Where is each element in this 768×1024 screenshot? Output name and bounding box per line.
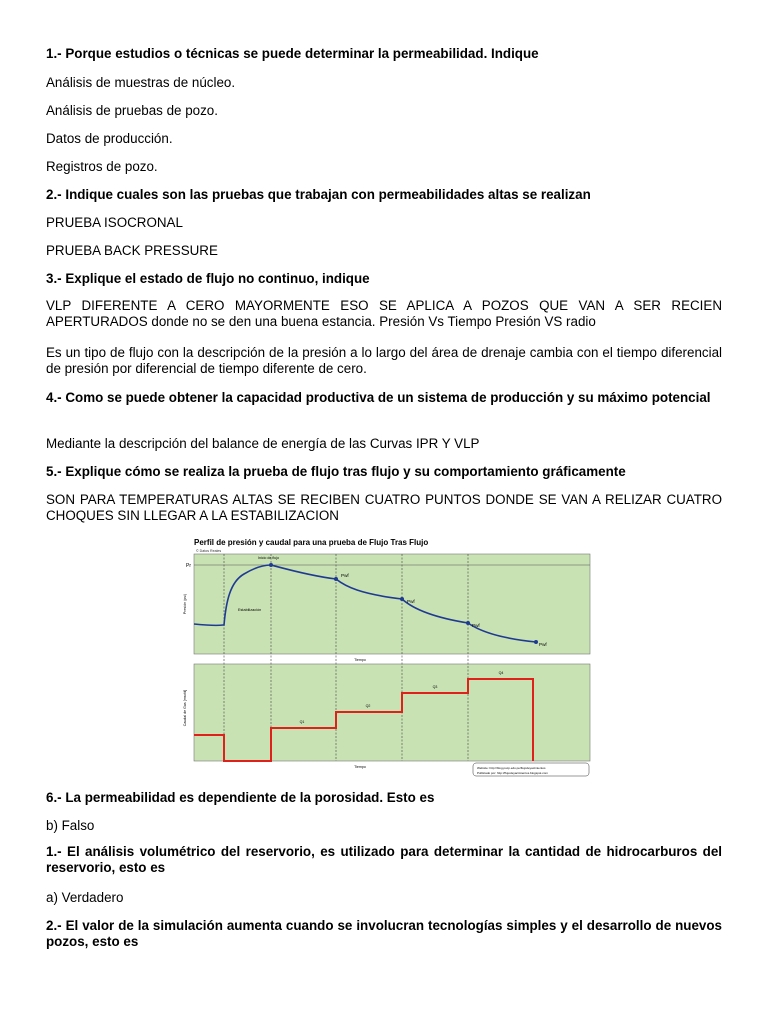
question-6: 6.- La permeabilidad es dependiente de la porosidad. Esto es [46,790,435,805]
credit-line: Website: http://blog.pucp.edu.pe/flujodeyacimientos [477,766,546,770]
rate-label: Q3 [432,685,438,689]
rate-label: Q1 [299,720,305,724]
pwf-label: Pwf [539,642,547,647]
flow-start-label: Inicio de flujo [258,556,279,560]
pressure-point [534,640,538,644]
question-5: 5.- Explique cómo se realiza la prueba de flujo tras flujo y su comportamiento gráficamente [46,464,626,479]
flow-time-label: Tiempo [354,765,366,769]
answer-line: Datos de producción. [46,131,173,146]
question-4: 4.- Como se puede obtener la capacidad productiva de un sistema de producción y su máximo potencial [46,390,711,405]
pressure-point [400,597,404,601]
question-7: 1.- El análisis volumétrico del reservorio, es utilizado para determinar la cantidad de hidrocarburos del reservorio, esto es [46,844,722,875]
pressure-point [269,563,273,567]
pwf-label: Pwf [341,573,349,578]
pressure-point [466,621,470,625]
answer-line: a) Verdadero [46,890,124,905]
answer-line: Registros de pozo. [46,159,158,174]
answer-line: Análisis de pruebas de pozo. [46,103,218,118]
pressure-time-label: Tiempo [354,658,366,662]
answer-line: PRUEBA BACK PRESSURE [46,243,218,258]
answer-line: Mediante la descripción del balance de energía de las Curvas IPR Y VLP [46,436,480,451]
rate-label: Q4 [498,671,504,675]
question-2: 2.- Indique cuales son las pruebas que trabajan con permeabilidades altas se realizan [46,187,591,202]
pwf-label: Pwf [472,623,480,628]
answer-paragraph: Es un tipo de flujo con la descripción de la presión a lo largo del área de drenaje cambia con el tiempo diferencial de presión por diferencial de tiempo diferente de cero. [46,345,722,376]
pwf-label: Pwf [407,599,415,604]
pressure-point [334,577,338,581]
flow-after-flow-figure [146,532,591,780]
question-1: 1.- Porque estudios o técnicas se puede determinar la permeabilidad. Indique [46,46,539,61]
initial-pressure-label: Pr [186,563,191,569]
pressure-axis-label: Presión (psi) [183,593,187,615]
answer-paragraph: SON PARA TEMPERATURAS ALTAS SE RECIBEN CUATRO PUNTOS DONDE SE VAN A RELIZAR CUATRO CHOQUES SIN LLEGAR A LA ESTABILIZACION [46,492,722,523]
answer-line: b) Falso [46,818,95,833]
credit-line: Publicado por: http://flujodeyacimientos.blogspot.com [477,771,548,775]
figure-subtitle: © Datos Reales [196,549,222,553]
flow-axis-label: Caudal de Gas [mscfd] [183,689,187,727]
stabilization-label: Estabilización [238,608,262,612]
answer-paragraph: VLP DIFERENTE A CERO MAYORMENTE ESO SE APLICA A POZOS QUE VAN A SER RECIEN APERTURADOS donde no se den una buena estancia. Presión Vs Tiempo Presión VS radio [46,298,722,329]
question-3: 3.- Explique el estado de flujo no continuo, indique [46,271,370,286]
question-8: 2.- El valor de la simulación aumenta cuando se involucran tecnologías simples y el desarrollo de nuevos pozos, esto es [46,918,722,949]
answer-line: PRUEBA ISOCRONAL [46,215,183,230]
rate-label: Q2 [365,704,371,708]
figure-title: Perfil de presión y caudal para una prueba de Flujo Tras Flujo [194,538,429,547]
answer-line: Análisis de muestras de núcleo. [46,75,236,90]
